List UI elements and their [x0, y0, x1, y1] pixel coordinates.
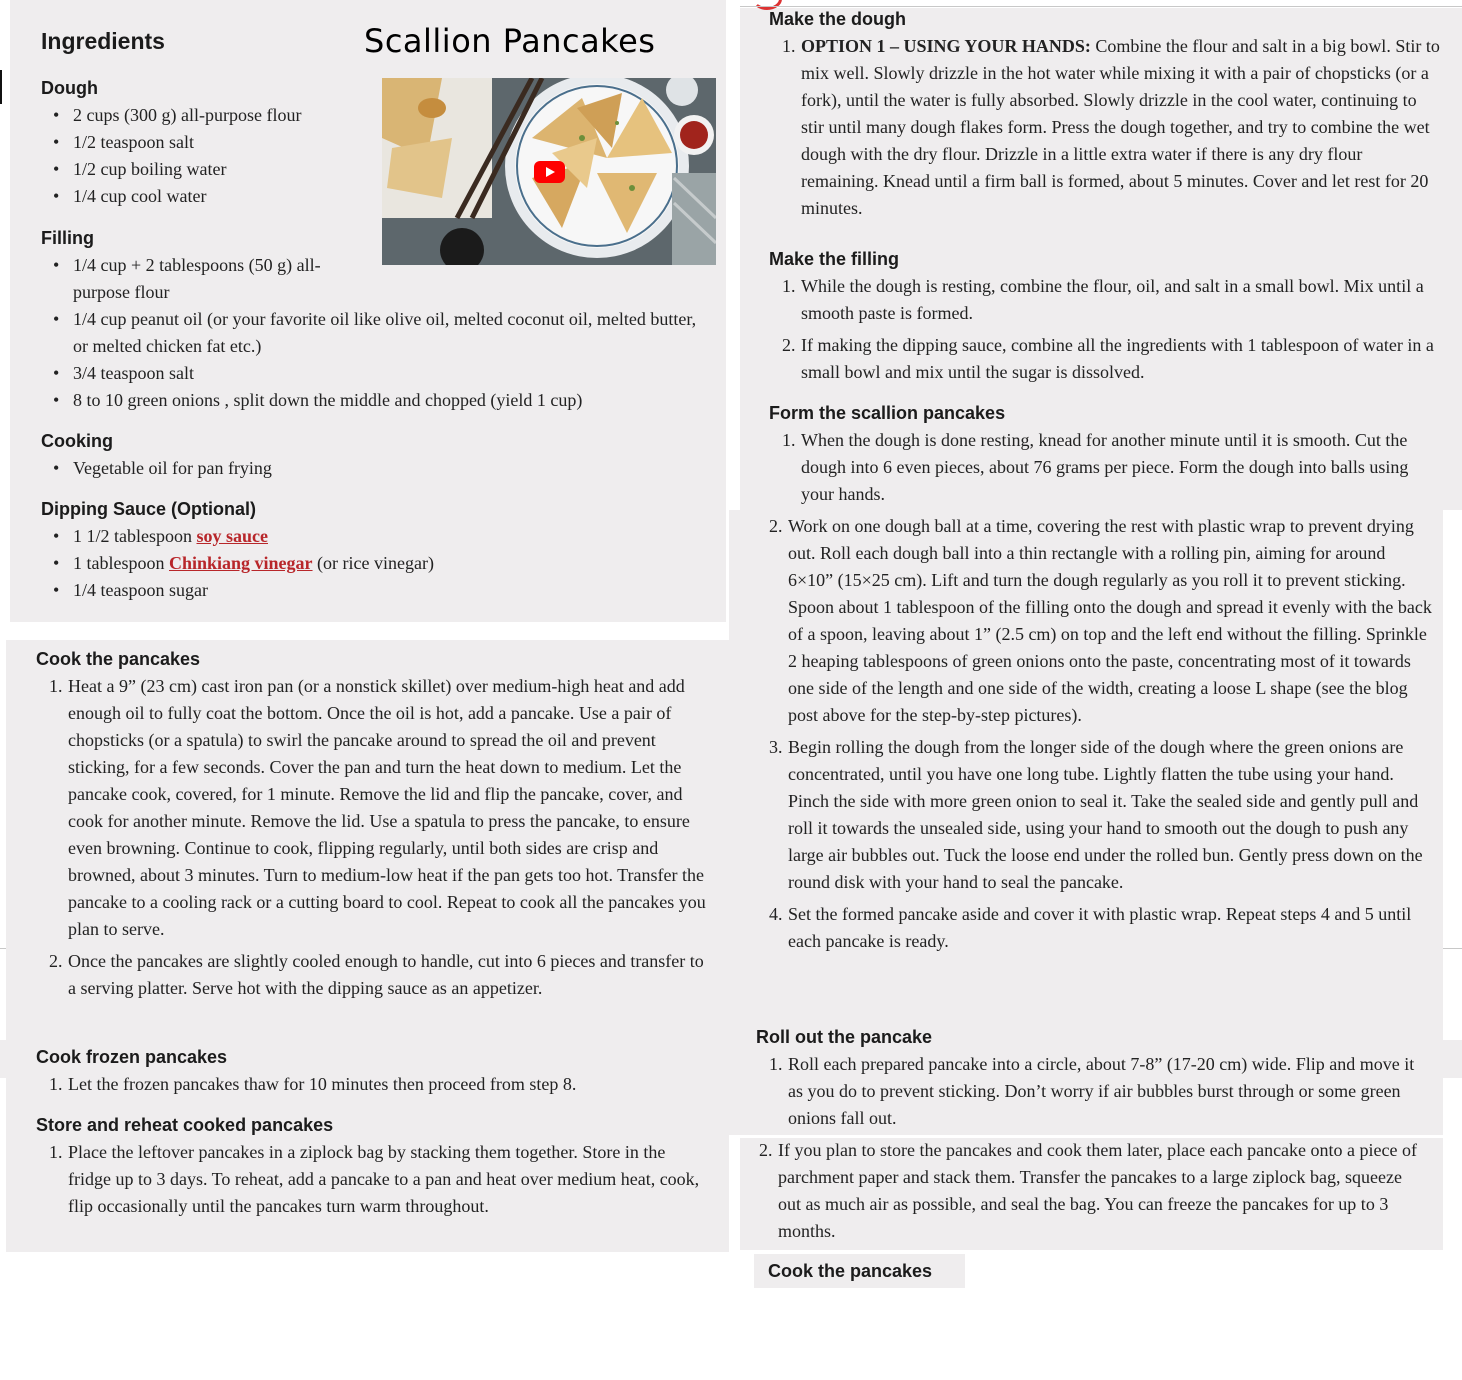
ingredient-item: • 1/4 teaspoon sugar [41, 577, 701, 604]
divider-line [1443, 948, 1462, 949]
recipe-video-thumbnail[interactable] [382, 78, 716, 265]
store-reheat-steps [36, 1139, 708, 1225]
section-title-make-filling: Make the filling [769, 249, 900, 269]
ingredient-text: 1 tablespoon [73, 553, 169, 573]
ingredient-item: • 1/2 cup boiling water [41, 156, 351, 183]
step-item: 2. If making the dipping sauce, combine all the ingredients with 1 tablespoon of water in a small bowl and mix until the sugar is dissolved. [782, 335, 1434, 382]
make-filling-steps [769, 273, 1441, 391]
ingredient-item [41, 550, 701, 577]
ingredients-heading: Ingredients [41, 28, 165, 54]
filling-ingredient-list-cont [41, 306, 713, 414]
group-title-dough: Dough [41, 78, 98, 98]
step-item: 2. If you plan to store the pancakes and cook them later, place each pancake onto a piece of parchment paper and stack them. Transfer the pancakes to a large ziplock bag, squeeze out as much air as possible, and seal the bag. You can freeze the pancakes for up to 3 months. [759, 1140, 1417, 1241]
step-text: Let the frozen pancakes thaw for 10 minutes then proceed from step 8. [68, 1074, 577, 1094]
roll-out-steps-2 [746, 1137, 1418, 1250]
divider-line [0, 948, 6, 949]
ingredient-item: • 3/4 teaspoon salt [41, 360, 713, 387]
step-text: Heat a 9” (23 cm) cast iron pan (or a nonstick skillet) over medium-high heat and add enough oil to fully coat the bottom. Once the oil is hot, add a pancake. Use a pair of chopsticks (or a spatula) to swirl the pancake around to spread the oil and prevent sticking, for a few seconds. Cover the pan and turn the heat down to medium. Let the pancake cook, covered, for 1 minute. Remove the lid and flip the pancake, cover, and cook for another minute. Remove the lid. Use a spatula to press the pancake, to ensure even browning. Continue to cook, flipping regularly, until both sides are crisp and browned, about 3 minutes. Turn to medium-low heat if the pan gets too hot. Transfer the pancake to a cooling rack or a cutting board to cool. Repeat to cook all the pancakes you plan to serve. [68, 676, 706, 939]
section-title-cook-frozen: Cook frozen pancakes [36, 1047, 228, 1067]
ingredient-item [41, 523, 701, 550]
edge-strip [0, 1040, 6, 1078]
step-lead: OPTION 1 – USING YOUR HANDS: [801, 36, 1091, 56]
filling-ingredient-list [41, 252, 341, 306]
step-text: Combine the flour and salt in a big bowl. Stir to mix well. Slowly drizzle in the hot water while mixing it with a pair of chopsticks (or a fork), until the water is fully absorbed. Slowly drizzle in the cool water, continuing to stir until many dough flakes form. Press the dough together, and try to combine the wet dough with the dry flour. Drizzle in a little extra water if there is any dry flour remaining. Knead until a firm ball is formed, about 5 minutes. Cover and let rest for 20 minutes. [801, 36, 1440, 218]
step-item: 3. Begin rolling the dough from the longer side of the dough where the green onions are concentrated, until you have one long tube. Lightly flatten the tube using your hand. Pinch the side with more green onion to seal it. Take the sealed side and gently pull and roll it towards the unsealed side, using your hand to smooth out the dough to push any large air bubbles out. Tuck the loose end under the rolled bun. Gently press down on the round disk with your hand to seal the pancake. [769, 737, 1423, 892]
step-text: Roll each prepared pancake into a circle, about 7-8” (17-20 cm) wide. Flip and move it as you do to prevent sticking. Don’t worry if air bubbles burst through or some green onions fall out. [788, 1054, 1415, 1128]
make-dough-steps [769, 33, 1441, 227]
ingredient-item: • 1/2 teaspoon salt [41, 129, 351, 156]
step-item: 1. OPTION 1 – USING YOUR HANDS: Combine the flour and salt in a big bowl. Stir to mix well. Slowly drizzle in the hot water while mixing it with a pair of chopsticks (or a fork), until the water is fully absorbed. Slowly drizzle in the cool water, continuing to stir until many dough flakes form. Press the dough together, and try to combine the wet dough with the dry flour. Drizzle in a little extra water if there is any dry flour remaining. Knead until a firm ball is formed, about 5 minutes. Cover and let rest for 20 minutes. [782, 36, 1440, 218]
ingredient-item: • 1/4 cup + 2 tablespoons (50 g) all-purpose flour [41, 252, 341, 306]
ingredient-item: • 1/4 cup cool water [41, 183, 351, 210]
cooking-ingredient-list [41, 455, 701, 482]
step-item: 1. Place the leftover pancakes in a ziplock bag by stacking them together. Store in the fridge up to 3 days. To reheat, add a pancake to a pan and heat over medium heat, cook, flip occasionally until the pancakes turn warm throughout. [49, 1142, 700, 1216]
step-text: If making the dipping sauce, combine all the ingredients with 1 tablespoon of water in a small bowl and mix until the sugar is dissolved. [801, 335, 1434, 382]
group-title-filling: Filling [41, 228, 94, 248]
step-item: 1. Let the frozen pancakes thaw for 10 minutes then proceed from step 8. [49, 1074, 577, 1094]
group-title-cooking: Cooking [41, 431, 113, 451]
cook-pancakes-steps [36, 673, 708, 1007]
form-pancakes-steps-1 [769, 427, 1441, 513]
play-triangle-icon [546, 167, 555, 177]
step-item: 1. Roll each prepared pancake into a circle, about 7-8” (17-20 cm) wide. Flip and move it as you do to prevent sticking. Don’t worry if air bubbles burst through or some green onions fall out. [769, 1054, 1415, 1128]
edge-marker [0, 70, 2, 104]
section-title-roll-out: Roll out the pancake [756, 1027, 933, 1047]
step-item: 4. Set the formed pancake aside and cover it with plastic wrap. Repeat steps 4 and 5 until each pancake is ready. [769, 904, 1412, 951]
step-text: While the dough is resting, combine the flour, oil, and salt in a small bowl. Mix until a smooth paste is formed. [801, 276, 1424, 323]
step-item: 2. Once the pancakes are slightly cooled enough to handle, cut into 6 pieces and transfer to a serving platter. Serve hot with the dipping sauce as an appetizer. [49, 951, 704, 998]
step-text: When the dough is done resting, knead for another minute until it is smooth. Cut the dough into 6 even pieces, about 76 grams per piece. Form the dough into balls using your hands. [801, 430, 1409, 504]
youtube-play-icon[interactable] [534, 161, 565, 183]
recipe-title: Scallion Pancakes [364, 22, 656, 60]
section-title-cook-pancakes: Cook the pancakes [36, 649, 201, 669]
ingredient-text: 1 1/2 tablespoon [73, 526, 197, 546]
step-item: 1. While the dough is resting, combine the flour, oil, and salt in a small bowl. Mix until a smooth paste is formed. [782, 276, 1424, 323]
dough-ingredient-list [41, 102, 351, 210]
roll-out-steps-1 [756, 1051, 1428, 1137]
ingredient-item: • 2 cups (300 g) all-purpose flour [41, 102, 351, 129]
ingredient-item: • 8 to 10 green onions , split down the middle and chopped (yield 1 cup) [41, 387, 713, 414]
step-text: Place the leftover pancakes in a ziplock bag by stacking them together. Store in the fridge up to 3 days. To reheat, add a pancake to a pan and heat over medium heat, cook, flip occasionally until the pancakes turn warm throughout. [68, 1142, 700, 1216]
section-title-make-dough: Make the dough [769, 9, 907, 29]
step-text: Set the formed pancake aside and cover it with plastic wrap. Repeat steps 4 and 5 until each pancake is ready. [788, 904, 1412, 951]
step-text: Work on one dough ball at a time, covering the rest with plastic wrap to prevent drying out. Roll each dough ball into a thin rectangle with a rolling pin, aiming for around 6×10” (15×25 cm). Lift and turn the dough regularly as you roll it to prevent sticking. Spoon about 1 tablespoon of the filling onto the dough and spread it evenly with the back of a spoon, leaving about 1” (2.5 cm) on top and the left end without the filling. Sprinkle 2 heaping tablespoons of green onions onto the paste, concentrating most of it towards one side of the length and one side of the width, creating a loose L shape (see the blog post above for the step-by-step pictures). [788, 516, 1432, 725]
soy-sauce-link[interactable]: soy sauce [196, 526, 268, 546]
section-title-store-reheat: Store and reheat cooked pancakes [36, 1115, 334, 1135]
divider-line [740, 6, 1462, 7]
edge-strip [1443, 1040, 1462, 1078]
step-item: 1. When the dough is done resting, knead for another minute until it is smooth. Cut the dough into 6 even pieces, about 76 grams per piece. Form the dough into balls using your hands. [782, 430, 1409, 504]
chinkiang-vinegar-link[interactable]: Chinkiang vinegar [169, 553, 313, 573]
step-text: Begin rolling the dough from the longer side of the dough where the green onions are concentrated, until you have one long tube. Lightly flatten the tube using your hand. Pinch the side with more green onion to seal it. Take the sealed side and gently pull and roll it towards the unsealed side, using your hand to smooth out the dough to push any large air bubbles out. Tuck the loose end under the rolled bun. Gently press down on the round disk with your hand to seal the pancake. [788, 737, 1423, 892]
ingredient-item: • 1/4 cup peanut oil (or your favorite oil like olive oil, melted coconut oil, melted butter, or melted chicken fat etc.) [41, 306, 713, 360]
ingredient-text: (or rice vinegar) [312, 553, 434, 573]
step-item: 1. Heat a 9” (23 cm) cast iron pan (or a nonstick skillet) over medium-high heat and add enough oil to fully coat the bottom. Once the oil is hot, add a pancake. Use a pair of chopsticks (or a spatula) to swirl the pancake around to spread the oil and prevent sticking, for a few seconds. Cover the pan and turn the heat down to medium. Let the pancake cook, covered, for 1 minute. Remove the lid and flip the pancake, cover, and cook for another minute. Remove the lid. Use a spatula to press the pancake, to ensure even browning. Continue to cook, flipping regularly, until both sides are crisp and browned, about 3 minutes. Turn to medium-low heat if the pan gets too hot. Transfer the pancake to a cooling rack or a cutting board to cool. Repeat to cook all the pancakes you plan to serve. [49, 676, 706, 939]
section-title-form-pancakes: Form the scallion pancakes [769, 403, 1006, 423]
ingredient-item: • Vegetable oil for pan frying [41, 455, 701, 482]
step-text: If you plan to store the pancakes and cook them later, place each pancake onto a piece of parchment paper and stack them. Transfer the pancakes to a large ziplock bag, squeeze out as much air as possible, and seal the bag. You can freeze the pancakes for up to 3 months. [778, 1140, 1417, 1241]
group-title-dipping-sauce: Dipping Sauce (Optional) [41, 499, 256, 519]
section-title-cook-pancakes-tail: Cook the pancakes [768, 1261, 933, 1281]
step-text: Once the pancakes are slightly cooled enough to handle, cut into 6 pieces and transfer to a serving platter. Serve hot with the dipping sauce as an appetizer. [68, 951, 704, 998]
cook-frozen-steps [36, 1071, 708, 1103]
step-item: 2. Work on one dough ball at a time, covering the rest with plastic wrap to prevent drying out. Roll each dough ball into a thin rectangle with a rolling pin, aiming for around 6×10” (15×25 cm). Lift and turn the dough regularly as you roll it to prevent sticking. Spoon about 1 tablespoon of the filling onto the dough and spread it evenly with the back of a spoon, leaving about 1” (2.5 cm) on top and the left end without the filling. Sprinkle 2 heaping tablespoons of green onions onto the paste, concentrating most of it towards one side of the length and one side of the width, creating a loose L shape (see the blog post above for the step-by-step pictures). [769, 516, 1432, 725]
sauce-ingredient-list [41, 523, 701, 604]
form-pancakes-steps-2 [756, 513, 1434, 960]
